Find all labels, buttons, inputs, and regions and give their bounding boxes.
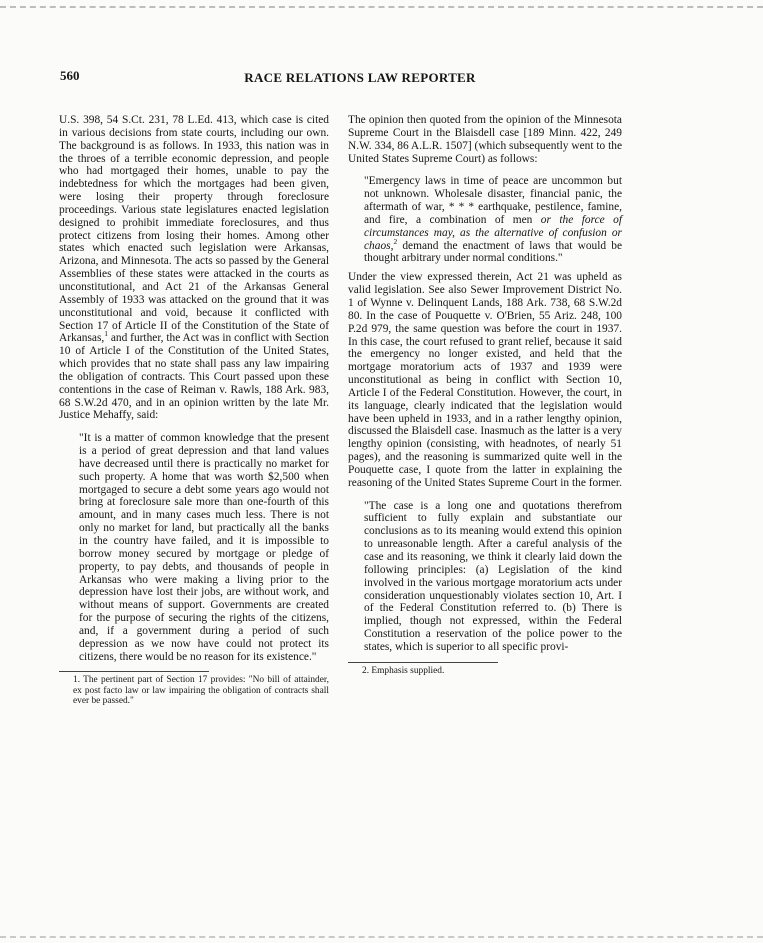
footnote-ref-1: 1 (104, 329, 108, 339)
left-paragraph-1 (59, 114, 329, 422)
footnote-divider-left (59, 671, 209, 672)
right-column (348, 114, 622, 676)
pouquette-quote: "The case is a long one and quotations therefrom sufficient to fully explain and substantiate our conclusions as to its meaning would extend this opinion to unreasonable length. After a careful analysis of the case and its reasoning, we think it clearly laid down the following principles: (a) Legislation of the kind involved in the various mortgage moratorium acts under consideration unquestionably violates section 10, Art. I of the Federal Constitution referred to. (b) There is implied, though not expressed, within the Federal Constitution a reservation of the police power to the states, which is superior to all specific provi- (364, 499, 622, 653)
right-paragraph-1: The opinion then quoted from the opinion of the Minnesota Supreme Court in the Blaisdell case [189 Minn. 422, 249 N.W. 334, 86 A.L.R. 1507] (which subsequently went to the United States Supreme Court) as follows: (348, 114, 622, 165)
right-paragraph-2: Under the view expressed therein, Act 21 was upheld as valid legislation. See also Sewer Improvement District No. 1 of Wynne v. Delinquent Lands, 188 Ark. 738, 68 S.W.2d 80. In the case of Pouquette v. O'Brien, 55 Ariz. 248, 100 P.2d 979, the same question was before the court in 1937. In this case, the court refused to grant relief, because it said the emergency no longer existed, and held that the mortgage moratorium acts of 1937 and 1939 were unconstitutional as being in conflict with Section 10, Article I of the Federal Constitution. However, the court, in its language, clearly indicated that the legislation would have been upheld in 1933, and in a rather lengthy opinion, discussed the Blaisdell case. Inasmuch as the latter is a very lengthy opinion (consisting, with headnotes, of nearly 51 pages), and the reasoning is summarized quite well in the Pouquette case, I quote from the latter in explaining the reasoning of the United States Supreme Court in the former. (348, 271, 622, 489)
left-paragraph-1-text: U.S. 398, 54 S.Ct. 231, 78 L.Ed. 413, which case is cited in various decisions from state courts, including our own. The background is as follows. In 1933, this nation was in the throes of a terrible economic depression, and people who had mortgaged their homes, unable to pay the indebtedness for which the mortgages had been given, were losing their property through foreclosure proceedings. Various state legislatures enacted legislation designed to prohibit immediate foreclosures, and thus protect citizens from losing their homes. Among other states which enacted such legislation were Arkansas, Arizona, and Minnesota. The acts so passed by the General Assemblies of these states were attacked in the courts as unconstitutional, and Act 21 of the Arkansas General Assembly of 1933 was attacked on the ground that it was unconstitutional and void, because it conflicted with Section 17 of Article II of the Constitution of the State of Arkansas, (59, 114, 329, 345)
footnote-ref-2: 2 (393, 236, 398, 246)
blaisdell-quote-emphasis: or the force of circumstances may, as the alternative of confusion or chaos, (364, 213, 622, 252)
blaisdell-quote-text-b: demand the enactment of laws that would be thought arbitrary under normal conditions." (364, 239, 622, 265)
reiman-quote: "It is a matter of common knowledge that the present is a period of great depression and that land values have decreased until there is practically no market for such property. A home that was worth $2,500 when mortgaged to secure a debt some years ago would not bring at foreclosure sale more than one-fourth of this amount, and in many cases much less. There is not only no market for land, but practically all the banks in the country have failed, and it is impossible to borrow money secured by mortgage or pledge of property, to pay debts, and thousands of people in Arkansas who were making a living prior to the depression have lost their jobs, are without work, and without means of support. Governments are created for the purpose of securing the rights of the citizens, and, if a government during a period of such depression as we now have could not protect its citizens, there would be no reason for its existence." (79, 432, 329, 663)
footnote-2: 2. Emphasis supplied. (362, 665, 445, 676)
running-head-title: RACE RELATIONS LAW REPORTER (244, 70, 476, 85)
blaisdell-quote (364, 175, 622, 265)
bottom-edge-rule (0, 936, 763, 938)
footnote-1: 1. The pertinent part of Section 17 provides: "No bill of attainder, ex post facto law or law impairing the obligation of contracts shall ever be passed." (73, 675, 329, 707)
footnote-divider-right (348, 662, 498, 663)
page-number: 560 (60, 68, 80, 83)
left-column (59, 114, 329, 707)
top-edge-rule (0, 6, 763, 8)
blaisdell-quote-text-a: "Emergency laws in time of peace are uncommon but not unknown. Wholesale disaster, financial panic, the aftermath of war, * * * earthquake, pestilence, famine, and fire, a combination of men (364, 175, 622, 226)
left-paragraph-1-rest: and further, the Act was in conflict with Section 10 of Article I of the Constitution of the United States, which provides that no state shall pass any law impairing the obligation of contracts. This Court passed upon these contentions in the case of Reiman v. Rawls, 188 Ark. 983, 68 S.W.2d 470, and in an opinion written by the late Mr. Justice Mehaffy, said: (59, 332, 329, 422)
